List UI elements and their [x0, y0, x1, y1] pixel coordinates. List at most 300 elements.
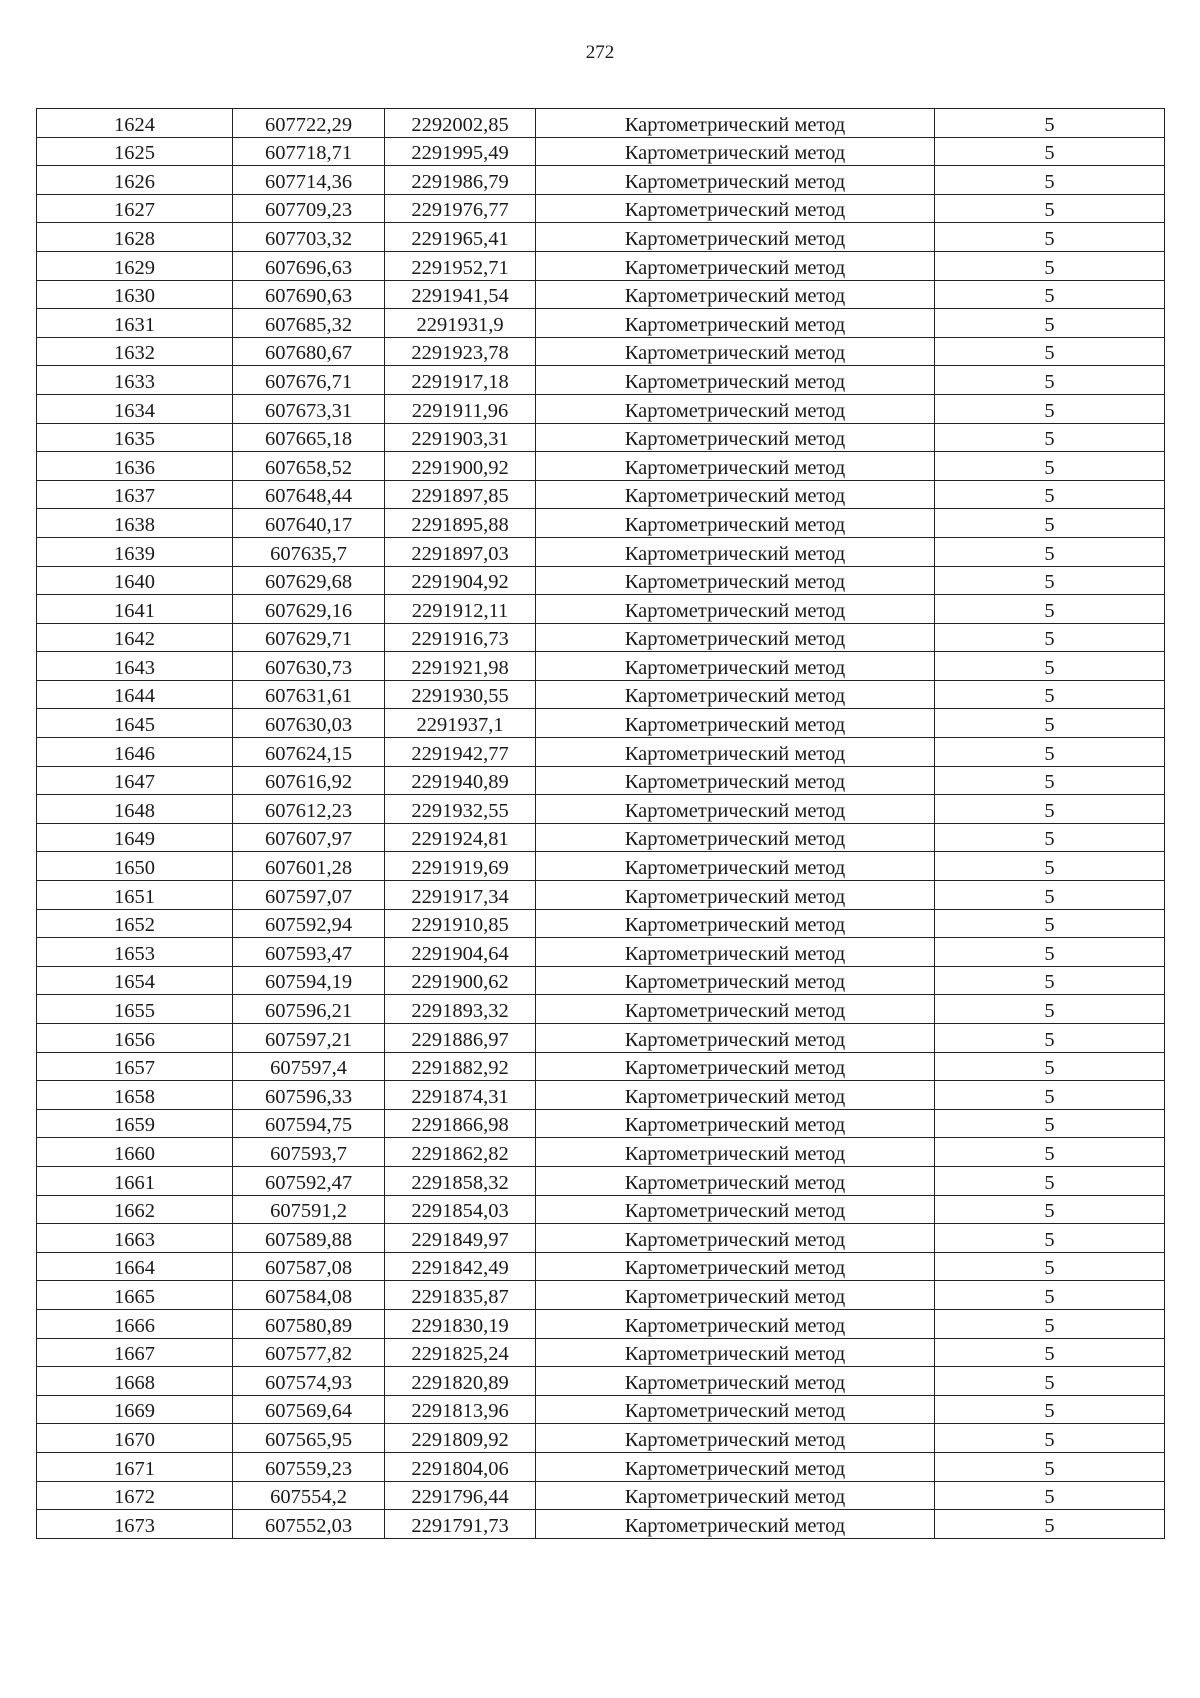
x-coordinate-cell: 607629,16 [233, 595, 385, 624]
y-coordinate-cell: 2291886,97 [385, 1024, 536, 1053]
method-cell: Картометрический метод [536, 566, 935, 595]
x-coordinate-cell: 607658,52 [233, 452, 385, 481]
point-number-cell: 1625 [37, 137, 233, 166]
y-coordinate-cell: 2291904,92 [385, 566, 536, 595]
y-coordinate-cell: 2291931,9 [385, 309, 536, 338]
table-row [37, 623, 1165, 652]
x-coordinate-cell: 607552,03 [233, 1510, 385, 1539]
table-row [37, 738, 1165, 767]
accuracy-cell: 5 [935, 595, 1165, 624]
point-number-cell: 1647 [37, 766, 233, 795]
accuracy-cell: 5 [935, 537, 1165, 566]
x-coordinate-cell: 607596,21 [233, 995, 385, 1024]
x-coordinate-cell: 607565,95 [233, 1424, 385, 1453]
accuracy-cell: 5 [935, 852, 1165, 881]
method-cell: Картометрический метод [536, 852, 935, 881]
x-coordinate-cell: 607584,08 [233, 1281, 385, 1310]
point-number-cell: 1668 [37, 1367, 233, 1396]
y-coordinate-cell: 2291921,98 [385, 652, 536, 681]
point-number-cell: 1665 [37, 1281, 233, 1310]
x-coordinate-cell: 607690,63 [233, 280, 385, 309]
x-coordinate-cell: 607635,7 [233, 537, 385, 566]
method-cell: Картометрический метод [536, 109, 935, 138]
method-cell: Картометрический метод [536, 1281, 935, 1310]
point-number-cell: 1661 [37, 1166, 233, 1195]
table-row [37, 1452, 1165, 1481]
method-cell: Картометрический метод [536, 1424, 935, 1453]
accuracy-cell: 5 [935, 1138, 1165, 1167]
table-row [37, 337, 1165, 366]
y-coordinate-cell: 2291791,73 [385, 1510, 536, 1539]
accuracy-cell: 5 [935, 1166, 1165, 1195]
accuracy-cell: 5 [935, 566, 1165, 595]
y-coordinate-cell: 2291919,69 [385, 852, 536, 881]
y-coordinate-cell: 2291924,81 [385, 823, 536, 852]
point-number-cell: 1629 [37, 251, 233, 280]
accuracy-cell: 5 [935, 1281, 1165, 1310]
point-number-cell: 1642 [37, 623, 233, 652]
accuracy-cell: 5 [935, 1195, 1165, 1224]
point-number-cell: 1632 [37, 337, 233, 366]
method-cell: Картометрический метод [536, 909, 935, 938]
y-coordinate-cell: 2291842,49 [385, 1252, 536, 1281]
x-coordinate-cell: 607703,32 [233, 223, 385, 252]
point-number-cell: 1650 [37, 852, 233, 881]
accuracy-cell: 5 [935, 1224, 1165, 1253]
table-row [37, 852, 1165, 881]
method-cell: Картометрический метод [536, 680, 935, 709]
point-number-cell: 1652 [37, 909, 233, 938]
method-cell: Картометрический метод [536, 995, 935, 1024]
y-coordinate-cell: 2291900,92 [385, 452, 536, 481]
x-coordinate-cell: 607569,64 [233, 1395, 385, 1424]
table-row [37, 795, 1165, 824]
point-number-cell: 1631 [37, 309, 233, 338]
table-row [37, 823, 1165, 852]
x-coordinate-cell: 607597,07 [233, 881, 385, 910]
x-coordinate-cell: 607593,47 [233, 938, 385, 967]
accuracy-cell: 5 [935, 251, 1165, 280]
x-coordinate-cell: 607680,67 [233, 337, 385, 366]
method-cell: Картометрический метод [536, 738, 935, 767]
y-coordinate-cell: 2291912,11 [385, 595, 536, 624]
method-cell: Картометрический метод [536, 223, 935, 252]
method-cell: Картометрический метод [536, 709, 935, 738]
x-coordinate-cell: 607612,23 [233, 795, 385, 824]
table-row [37, 423, 1165, 452]
table-row [37, 309, 1165, 338]
point-number-cell: 1644 [37, 680, 233, 709]
x-coordinate-cell: 607594,19 [233, 966, 385, 995]
table-row [37, 1395, 1165, 1424]
coordinates-table [36, 108, 1165, 1539]
point-number-cell: 1646 [37, 738, 233, 767]
accuracy-cell: 5 [935, 1367, 1165, 1396]
point-number-cell: 1635 [37, 423, 233, 452]
accuracy-cell: 5 [935, 995, 1165, 1024]
accuracy-cell: 5 [935, 509, 1165, 538]
point-number-cell: 1673 [37, 1510, 233, 1539]
table-row [37, 966, 1165, 995]
x-coordinate-cell: 607596,33 [233, 1081, 385, 1110]
x-coordinate-cell: 607592,47 [233, 1166, 385, 1195]
y-coordinate-cell: 2291923,78 [385, 337, 536, 366]
accuracy-cell: 5 [935, 1109, 1165, 1138]
method-cell: Картометрический метод [536, 309, 935, 338]
method-cell: Картометрический метод [536, 1481, 935, 1510]
table-row [37, 1138, 1165, 1167]
accuracy-cell: 5 [935, 623, 1165, 652]
method-cell: Картометрический метод [536, 1224, 935, 1253]
method-cell: Картометрический метод [536, 423, 935, 452]
table-row [37, 109, 1165, 138]
x-coordinate-cell: 607591,2 [233, 1195, 385, 1224]
y-coordinate-cell: 2291830,19 [385, 1309, 536, 1338]
accuracy-cell: 5 [935, 938, 1165, 967]
point-number-cell: 1634 [37, 394, 233, 423]
x-coordinate-cell: 607554,2 [233, 1481, 385, 1510]
accuracy-cell: 5 [935, 109, 1165, 138]
x-coordinate-cell: 607722,29 [233, 109, 385, 138]
accuracy-cell: 5 [935, 337, 1165, 366]
accuracy-cell: 5 [935, 1481, 1165, 1510]
x-coordinate-cell: 607580,89 [233, 1309, 385, 1338]
accuracy-cell: 5 [935, 394, 1165, 423]
point-number-cell: 1671 [37, 1452, 233, 1481]
y-coordinate-cell: 2291917,34 [385, 881, 536, 910]
table-row [37, 1309, 1165, 1338]
method-cell: Картометрический метод [536, 595, 935, 624]
accuracy-cell: 5 [935, 680, 1165, 709]
y-coordinate-cell: 2291942,77 [385, 738, 536, 767]
y-coordinate-cell: 2291903,31 [385, 423, 536, 452]
method-cell: Картометрический метод [536, 480, 935, 509]
table-row [37, 652, 1165, 681]
method-cell: Картометрический метод [536, 652, 935, 681]
accuracy-cell: 5 [935, 1452, 1165, 1481]
page-number: 272 [585, 42, 615, 63]
point-number-cell: 1658 [37, 1081, 233, 1110]
point-number-cell: 1641 [37, 595, 233, 624]
point-number-cell: 1657 [37, 1052, 233, 1081]
x-coordinate-cell: 607714,36 [233, 166, 385, 195]
y-coordinate-cell: 2291835,87 [385, 1281, 536, 1310]
y-coordinate-cell: 2291941,54 [385, 280, 536, 309]
y-coordinate-cell: 2291862,82 [385, 1138, 536, 1167]
table-row [37, 137, 1165, 166]
x-coordinate-cell: 607629,71 [233, 623, 385, 652]
method-cell: Картометрический метод [536, 337, 935, 366]
y-coordinate-cell: 2291874,31 [385, 1081, 536, 1110]
table-row [37, 509, 1165, 538]
x-coordinate-cell: 607594,75 [233, 1109, 385, 1138]
table-row [37, 452, 1165, 481]
accuracy-cell: 5 [935, 194, 1165, 223]
x-coordinate-cell: 607559,23 [233, 1452, 385, 1481]
accuracy-cell: 5 [935, 137, 1165, 166]
point-number-cell: 1670 [37, 1424, 233, 1453]
table-row [37, 166, 1165, 195]
method-cell: Картометрический метод [536, 537, 935, 566]
y-coordinate-cell: 2291854,03 [385, 1195, 536, 1224]
table-row [37, 566, 1165, 595]
point-number-cell: 1660 [37, 1138, 233, 1167]
table-row [37, 1281, 1165, 1310]
accuracy-cell: 5 [935, 709, 1165, 738]
method-cell: Картометрический метод [536, 251, 935, 280]
accuracy-cell: 5 [935, 1081, 1165, 1110]
table-row [37, 995, 1165, 1024]
table-row [37, 938, 1165, 967]
table-row [37, 1224, 1165, 1253]
table-row [37, 766, 1165, 795]
method-cell: Картометрический метод [536, 1452, 935, 1481]
method-cell: Картометрический метод [536, 1052, 935, 1081]
point-number-cell: 1638 [37, 509, 233, 538]
method-cell: Картометрический метод [536, 194, 935, 223]
y-coordinate-cell: 2291904,64 [385, 938, 536, 967]
x-coordinate-cell: 607648,44 [233, 480, 385, 509]
table-row [37, 595, 1165, 624]
x-coordinate-cell: 607601,28 [233, 852, 385, 881]
y-coordinate-cell: 2291995,49 [385, 137, 536, 166]
table-row [37, 680, 1165, 709]
y-coordinate-cell: 2291910,85 [385, 909, 536, 938]
x-coordinate-cell: 607685,32 [233, 309, 385, 338]
point-number-cell: 1624 [37, 109, 233, 138]
point-number-cell: 1649 [37, 823, 233, 852]
table-row [37, 1481, 1165, 1510]
y-coordinate-cell: 2291952,71 [385, 251, 536, 280]
point-number-cell: 1653 [37, 938, 233, 967]
accuracy-cell: 5 [935, 881, 1165, 910]
table-row [37, 1166, 1165, 1195]
accuracy-cell: 5 [935, 280, 1165, 309]
method-cell: Картометрический метод [536, 509, 935, 538]
method-cell: Картометрический метод [536, 966, 935, 995]
accuracy-cell: 5 [935, 423, 1165, 452]
accuracy-cell: 5 [935, 738, 1165, 767]
x-coordinate-cell: 607574,93 [233, 1367, 385, 1396]
method-cell: Картометрический метод [536, 795, 935, 824]
point-number-cell: 1662 [37, 1195, 233, 1224]
y-coordinate-cell: 2291897,85 [385, 480, 536, 509]
point-number-cell: 1656 [37, 1024, 233, 1053]
y-coordinate-cell: 2291796,44 [385, 1481, 536, 1510]
table-row [37, 1338, 1165, 1367]
x-coordinate-cell: 607696,63 [233, 251, 385, 280]
x-coordinate-cell: 607624,15 [233, 738, 385, 767]
method-cell: Картометрический метод [536, 366, 935, 395]
method-cell: Картометрический метод [536, 1081, 935, 1110]
method-cell: Картометрический метод [536, 1367, 935, 1396]
accuracy-cell: 5 [935, 966, 1165, 995]
x-coordinate-cell: 607673,31 [233, 394, 385, 423]
x-coordinate-cell: 607587,08 [233, 1252, 385, 1281]
accuracy-cell: 5 [935, 1052, 1165, 1081]
x-coordinate-cell: 607616,92 [233, 766, 385, 795]
accuracy-cell: 5 [935, 909, 1165, 938]
method-cell: Картометрический метод [536, 938, 935, 967]
accuracy-cell: 5 [935, 766, 1165, 795]
accuracy-cell: 5 [935, 223, 1165, 252]
table-row [37, 909, 1165, 938]
point-number-cell: 1640 [37, 566, 233, 595]
coordinates-table-body [37, 109, 1165, 1539]
point-number-cell: 1664 [37, 1252, 233, 1281]
point-number-cell: 1663 [37, 1224, 233, 1253]
table-row [37, 1510, 1165, 1539]
accuracy-cell: 5 [935, 1252, 1165, 1281]
method-cell: Картометрический метод [536, 881, 935, 910]
point-number-cell: 1659 [37, 1109, 233, 1138]
accuracy-cell: 5 [935, 1510, 1165, 1539]
method-cell: Картометрический метод [536, 766, 935, 795]
x-coordinate-cell: 607629,68 [233, 566, 385, 595]
table-row [37, 280, 1165, 309]
y-coordinate-cell: 2291882,92 [385, 1052, 536, 1081]
table-row [37, 194, 1165, 223]
accuracy-cell: 5 [935, 1024, 1165, 1053]
point-number-cell: 1643 [37, 652, 233, 681]
table-row [37, 223, 1165, 252]
y-coordinate-cell: 2291858,32 [385, 1166, 536, 1195]
method-cell: Картометрический метод [536, 823, 935, 852]
method-cell: Картометрический метод [536, 1338, 935, 1367]
method-cell: Картометрический метод [536, 1024, 935, 1053]
y-coordinate-cell: 2291820,89 [385, 1367, 536, 1396]
point-number-cell: 1648 [37, 795, 233, 824]
accuracy-cell: 5 [935, 1395, 1165, 1424]
y-coordinate-cell: 2291804,06 [385, 1452, 536, 1481]
table-row [37, 480, 1165, 509]
point-number-cell: 1630 [37, 280, 233, 309]
y-coordinate-cell: 2291965,41 [385, 223, 536, 252]
accuracy-cell: 5 [935, 452, 1165, 481]
table-row [37, 1024, 1165, 1053]
point-number-cell: 1651 [37, 881, 233, 910]
table-row [37, 251, 1165, 280]
method-cell: Картометрический метод [536, 394, 935, 423]
y-coordinate-cell: 2291849,97 [385, 1224, 536, 1253]
table-row [37, 537, 1165, 566]
y-coordinate-cell: 2291986,79 [385, 166, 536, 195]
point-number-cell: 1627 [37, 194, 233, 223]
point-number-cell: 1672 [37, 1481, 233, 1510]
y-coordinate-cell: 2291916,73 [385, 623, 536, 652]
method-cell: Картометрический метод [536, 1109, 935, 1138]
method-cell: Картометрический метод [536, 137, 935, 166]
point-number-cell: 1626 [37, 166, 233, 195]
x-coordinate-cell: 607589,88 [233, 1224, 385, 1253]
accuracy-cell: 5 [935, 823, 1165, 852]
table-row [37, 1195, 1165, 1224]
point-number-cell: 1645 [37, 709, 233, 738]
table-row [37, 1052, 1165, 1081]
point-number-cell: 1666 [37, 1309, 233, 1338]
table-row [37, 881, 1165, 910]
point-number-cell: 1667 [37, 1338, 233, 1367]
y-coordinate-cell: 2291895,88 [385, 509, 536, 538]
x-coordinate-cell: 607607,97 [233, 823, 385, 852]
x-coordinate-cell: 607597,21 [233, 1024, 385, 1053]
x-coordinate-cell: 607709,23 [233, 194, 385, 223]
point-number-cell: 1669 [37, 1395, 233, 1424]
method-cell: Картометрический метод [536, 452, 935, 481]
y-coordinate-cell: 2291809,92 [385, 1424, 536, 1453]
method-cell: Картометрический метод [536, 1252, 935, 1281]
y-coordinate-cell: 2291976,77 [385, 194, 536, 223]
y-coordinate-cell: 2291932,55 [385, 795, 536, 824]
x-coordinate-cell: 607718,71 [233, 137, 385, 166]
y-coordinate-cell: 2291911,96 [385, 394, 536, 423]
table-row [37, 1081, 1165, 1110]
table-row [37, 1424, 1165, 1453]
method-cell: Картометрический метод [536, 1195, 935, 1224]
y-coordinate-cell: 2291930,55 [385, 680, 536, 709]
y-coordinate-cell: 2291900,62 [385, 966, 536, 995]
accuracy-cell: 5 [935, 1309, 1165, 1338]
method-cell: Картометрический метод [536, 1510, 935, 1539]
x-coordinate-cell: 607631,61 [233, 680, 385, 709]
table-row [37, 394, 1165, 423]
point-number-cell: 1654 [37, 966, 233, 995]
method-cell: Картометрический метод [536, 1395, 935, 1424]
table-row [37, 1109, 1165, 1138]
point-number-cell: 1628 [37, 223, 233, 252]
method-cell: Картометрический метод [536, 1309, 935, 1338]
point-number-cell: 1633 [37, 366, 233, 395]
y-coordinate-cell: 2292002,85 [385, 109, 536, 138]
y-coordinate-cell: 2291825,24 [385, 1338, 536, 1367]
table-row [37, 366, 1165, 395]
accuracy-cell: 5 [935, 1424, 1165, 1453]
x-coordinate-cell: 607577,82 [233, 1338, 385, 1367]
table-row [37, 1252, 1165, 1281]
x-coordinate-cell: 607592,94 [233, 909, 385, 938]
accuracy-cell: 5 [935, 795, 1165, 824]
method-cell: Картометрический метод [536, 166, 935, 195]
point-number-cell: 1637 [37, 480, 233, 509]
x-coordinate-cell: 607676,71 [233, 366, 385, 395]
accuracy-cell: 5 [935, 480, 1165, 509]
method-cell: Картометрический метод [536, 623, 935, 652]
y-coordinate-cell: 2291866,98 [385, 1109, 536, 1138]
accuracy-cell: 5 [935, 652, 1165, 681]
method-cell: Картометрический метод [536, 1138, 935, 1167]
x-coordinate-cell: 607597,4 [233, 1052, 385, 1081]
point-number-cell: 1639 [37, 537, 233, 566]
x-coordinate-cell: 607640,17 [233, 509, 385, 538]
y-coordinate-cell: 2291937,1 [385, 709, 536, 738]
x-coordinate-cell: 607665,18 [233, 423, 385, 452]
x-coordinate-cell: 607630,73 [233, 652, 385, 681]
table-row [37, 709, 1165, 738]
point-number-cell: 1636 [37, 452, 233, 481]
method-cell: Картометрический метод [536, 280, 935, 309]
accuracy-cell: 5 [935, 166, 1165, 195]
x-coordinate-cell: 607593,7 [233, 1138, 385, 1167]
y-coordinate-cell: 2291940,89 [385, 766, 536, 795]
method-cell: Картометрический метод [536, 1166, 935, 1195]
x-coordinate-cell: 607630,03 [233, 709, 385, 738]
y-coordinate-cell: 2291893,32 [385, 995, 536, 1024]
y-coordinate-cell: 2291897,03 [385, 537, 536, 566]
accuracy-cell: 5 [935, 1338, 1165, 1367]
point-number-cell: 1655 [37, 995, 233, 1024]
y-coordinate-cell: 2291813,96 [385, 1395, 536, 1424]
y-coordinate-cell: 2291917,18 [385, 366, 536, 395]
